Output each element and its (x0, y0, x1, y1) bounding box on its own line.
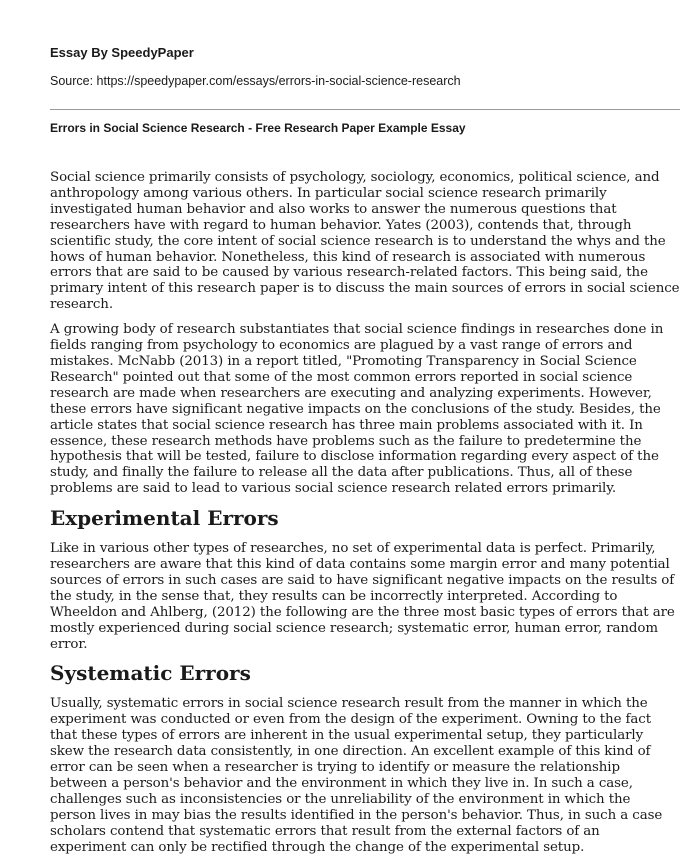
section-paragraph-systematic-errors: Usually, systematic errors in social science research result from the manner in which the experiment was conducted or even from the design of the experiment. Owning to the fact that these types of errors are inherent in the usual experimental setup, they particularly skew the research data consistently, in one direction. An excellent example of this kind of error can be seen when a researcher is trying to identify or measure the relationship between a person's behavior and the environment in which they live in. In such a case, challenges such as inconsistencies or the unreliability of the environment in which the person lives in may bias the results identified in the person's behavior. Thus, in such a case scholars contend that systematic errors that result from the external factors of an experiment can only be rectified through the change of the experimental setup. (50, 696, 663, 855)
brand-title: Essay By SpeedyPaper (50, 45, 194, 60)
intro-paragraph: Social science primarily consists of psychology, sociology, economics, political science, and anthropology among various others. In particular social science research primarily investigated human behavior and also works to answer the numerous questions that researchers have with regard to human behavior. Yates (2003), contends that, through scientific study, the core intent of social science research is to understand the whys and the hows of human behavior. Nonetheless, this kind of research is associated with numerous errors that are said to be caused by various research-related factors. This being said, the primary intent of this research paper is to discuss the main sources of errors in social science research. (50, 170, 680, 313)
header-divider (50, 109, 680, 110)
section-heading-experimental-errors: Experimental Errors (50, 506, 279, 531)
body-paragraph: A growing body of research substantiates that social science findings in researches done in fields ranging from psychology to economics are plagued by a vast range of errors and mistakes. McNabb (2013) in a report titled, "Promoting Transparency in Social Science Research" pointed out that some of the most common errors reported in social science research are made when researchers are executing and analyzing experiments. However, these errors have significant negative impacts on the conclusions of the study. Besides, the article states that social science research has three main problems associated with it. In essence, these research methods have problems such as the failure to predetermine the hypothesis that will be tested, failure to disclose information regarding every aspect of the study, and finally the failure to release all the data after publications. Thus, all of these problems are said to lead to various social science research related errors primarily. (50, 322, 664, 497)
essay-title: Errors in Social Science Research - Free Research Paper Example Essay (50, 121, 466, 135)
source-line: Source: https://speedypaper.com/essays/errors-in-social-science-research (50, 74, 461, 88)
section-heading-systematic-errors: Systematic Errors (50, 661, 251, 686)
essay-body (50, 170, 680, 865)
section-paragraph-experimental-errors: Like in various other types of researches, no set of experimental data is perfect. Primarily, researchers are aware that this kind of data contains some margin error and many potential sources of errors in such cases are said to have significant negative impacts on the results of the study, in the sense that, they results can be incorrectly interpreted. According to Wheeldon and Ahlberg, (2012) the following are the three most basic types of errors that are mostly experienced during social science research; systematic error, human error, random error. (50, 541, 675, 652)
